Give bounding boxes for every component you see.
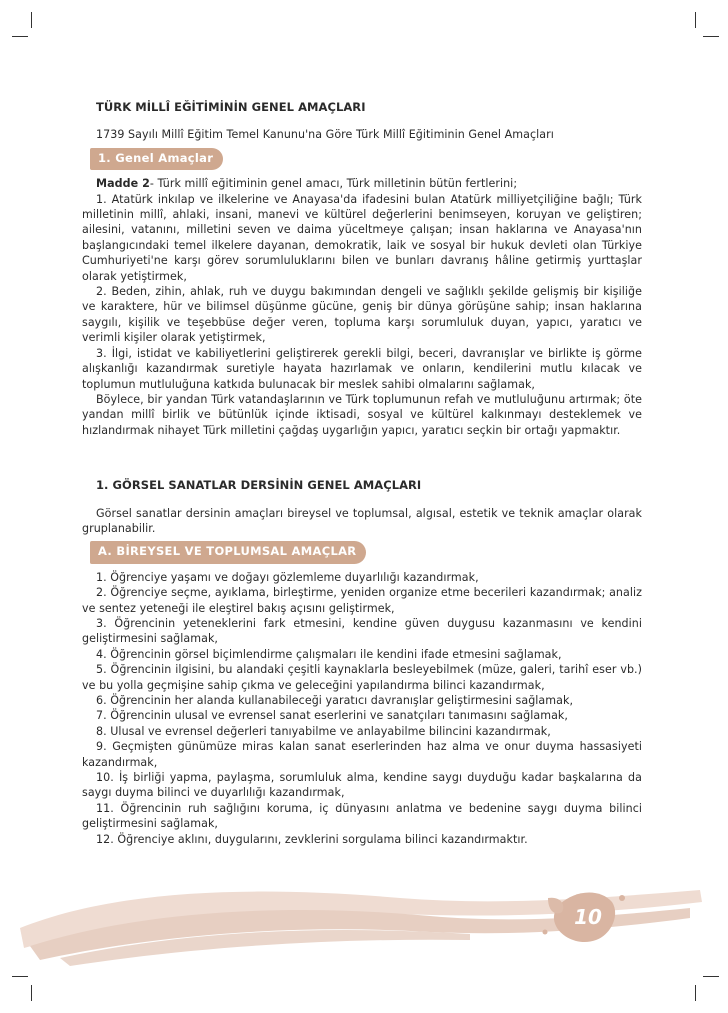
section1-subtitle: 1739 Sayılı Millî Eğitim Temel Kanunu'na Göre Türk Millî Eğitiminin Genel Amaçları [96,128,554,142]
section2-item: 10. İş birliği yapma, paylaşma, sorumluluk alma, kendine saygı duyduğu kadar başkalarına da saygı duyma bilinci ve duyarlılığı kazandırmak, [82,771,642,800]
section1-item: 3. İlgi, istidat ve kabiliyetlerini geliştirerek gerekli bilgi, beceri, davranışlar ve birlikte iş görme alışkanlığı kazandırmak suretiyle hayata hazırlamak ve onların, kendilerini mutlu kılacak ve toplumun mutluluğuna katkıda bulunacak bir meslek sahibi olmalarını sağlamak, [82,346,642,391]
section1-item: 2. Beden, zihin, ahlak, ruh ve duygu bakımından dengeli ve sağlıklı şekilde gelişmiş bir kişiliğe ve karaktere, hür ve bilimsel düşünme gücüne, geniş bir dünya görüşüne sahip; insan haklarına saygılı, kişilik ve teşebbüse değer veren, topluma karşı sorumluluk duyan, yapıcı, yaratıcı ve verimli kişiler olarak yetiştirmek, [82,285,642,345]
section2-badge: A. BİREYSEL VE TOPLUMSAL AMAÇLAR [90,541,366,563]
crop-mark [31,985,32,1001]
crop-mark [12,36,28,37]
section2-item: 12. Öğrenciye aklını, duygularını, zevklerini sorgulama bilinci kazandırmaktır. [96,832,528,846]
section1-item: Böylece, bir yandan Türk vatandaşlarının ve Türk toplumunun refah ve mutluluğunu artırmak; öte yandan millî birlik ve bütünlük içinde iktisadi, sosyal ve kültürel kalkınmayı desteklemek ve hızlandırmak nihayet Türk milletini çağdaş uygarlığın yapıcı, yaratıcı seçkin bir ortağı yapmaktır. [82,392,642,437]
section1-title: TÜRK MİLLÎ EĞİTİMİNİN GENEL AMAÇLARI [96,100,366,114]
brush-stroke-decoration [0,868,728,978]
section2-item: 3. Öğrencinin yeteneklerini fark etmesini, kendine güven duygusu kazanmasını ve kendini geliştirmesini sağlamak, [82,616,642,646]
section2-item: 2. Öğrenciye seçme, ayıklama, birleştirme, yeniden organize etme becerileri kazandırmak; analiz ve sentez yeteneği ile eleştirel bakış açısını geliştirmek, [82,586,642,615]
section2-item: 7. Öğrencinin ulusal ve evrensel sanat eserlerini ve sanatçıları tanımasını sağlamak, [96,709,568,723]
section2-item: 8. Ulusal ve evrensel değerleri tanıyabilme ve anlayabilme bilincini kazandırmak, [96,724,551,738]
madde-paragraph [82,176,642,191]
section1-item: 1. Atatürk inkılap ve ilkelerine ve Anayasa'da ifadesini bulan Atatürk milliyetçiliğine bağlı; Türk milletinin millî, ahlaki, insani, manevi ve kültürel değerlerini benimseyen, koruyan ve geliştiren; ailesini, vatanını, milletini seven ve daima yüceltmeye çalışan; insan haklarına ve Anayasa'nın başlangıcındaki temel ilkelere dayanan, demokratik, laik ve sosyal bir hukuk devleti olan Türkiye Cumhuriyeti'ne karşı görev sorumluluklarını bilen ve bunları davranış hâline getirmiş yurttaşlar olarak yetiştirmek, [82,192,642,283]
crop-mark [703,36,719,37]
page-number: 10 [574,905,602,929]
section2-item: 9. Geçmişten günümüze miras kalan sanat eserlerinden haz alma ve onur duyma hassasiyeti kazandırmak, [82,740,642,769]
section2-item: 6. Öğrencinin her alanda kullanabileceği yaratıcı davranışlar geliştirmesini sağlamak, [96,694,574,707]
section1-badge: 1. Genel Amaçlar [90,148,223,170]
crop-mark [695,12,696,28]
madde-label: Madde 2 [96,177,150,191]
crop-mark [695,985,696,1001]
section2-item: 5. Öğrencinin ilgisini, bu alandaki çeşitli kaynaklarla besleyebilmek (müze, galeri, tarihî eser vb.) ve bu yolla geçmişine sahip çıkma ve geleceğini yapılandırma bilinci kazandırmak, [82,663,642,692]
section2-item: 11. Öğrencinin ruh sağlığını koruma, iç dünyasını anlatma ve bedenine saygı duyma bilinci geliştirmesini sağlamak, [82,801,642,831]
section2-item: 4. Öğrencinin görsel biçimlendirme çalışmaları ile kendini ifade etmesini sağlamak, [96,647,562,661]
crop-mark [31,12,32,28]
madde-text: - Türk millî eğitiminin genel amacı, Türk milletinin bütün fertlerini; [149,177,518,191]
section2-item: 1. Öğrenciye yaşamı ve doğayı gözlemleme duyarlılığı kazandırmak, [96,570,479,584]
section2-intro: Görsel sanatlar dersinin amaçları bireysel ve toplumsal, algısal, estetik ve teknik amaçlar olarak gruplanabilir. [82,506,642,535]
section2-title: 1. GÖRSEL SANATLAR DERSİNİN GENEL AMAÇLARI [96,478,422,493]
page-content [82,100,642,847]
